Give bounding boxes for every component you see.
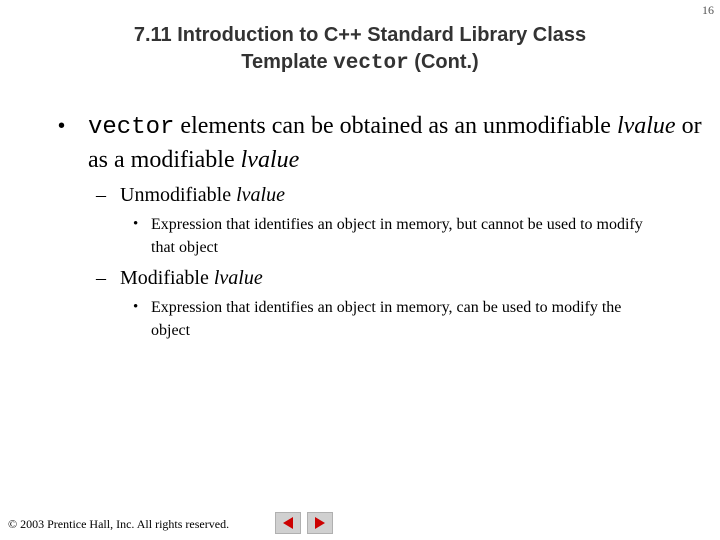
dash-icon: – [96,267,106,289]
triangle-left-icon [280,515,296,531]
bullet-main-italic-b: lvalue [240,147,300,173]
bullet-main-text-a: elements can be obtained as an unmodifiable [174,113,617,139]
title-line-2-prefix: Template [241,51,334,73]
slide-navigation [275,512,333,534]
bullet-main-italic-a: lvalue [616,113,676,139]
sub-bullet-unmodifiable-italic: lvalue [236,184,285,206]
title-code: vector [333,52,409,75]
sub-bullet-modifiable-italic: lvalue [213,267,263,289]
title-line-2-suffix: (Cont.) [408,51,479,73]
previous-slide-button[interactable] [275,512,301,534]
title-line-1: 7.11 Introduction to C++ Standard Library Class [133,24,587,46]
dash-icon: – [96,184,106,206]
title-line-2 [60,49,660,77]
footer-copyright: © 2003 Prentice Hall, Inc. All rights reserved. [8,517,230,531]
bullet-icon: • [133,216,139,232]
page-number: 16 [702,3,714,17]
bullet-icon: • [58,115,66,137]
triangle-right-icon [312,515,328,531]
sub-bullet-modifiable-text: Modifiable [120,267,214,289]
sub-bullet-unmodifiable [96,182,720,208]
bullet-main [58,110,720,176]
detail-modifiable-text: Expression that identifies an object in memory, can be used to modify the object [151,299,622,339]
sub-bullet-unmodifiable-text: Unmodifiable [120,184,237,206]
detail-unmodifiable [133,213,661,259]
detail-unmodifiable-text: Expression that identifies an object in memory, but cannot be used to modify that object [151,216,643,256]
bullet-main-code: vector [88,114,175,141]
bullet-icon: • [133,299,139,315]
slide-content [0,110,720,342]
bullet-main-text-b: or as a modifiable [88,113,702,173]
sub-bullet-modifiable [96,265,720,291]
slide-title [60,22,660,77]
detail-modifiable [133,296,661,342]
next-slide-button[interactable] [307,512,333,534]
